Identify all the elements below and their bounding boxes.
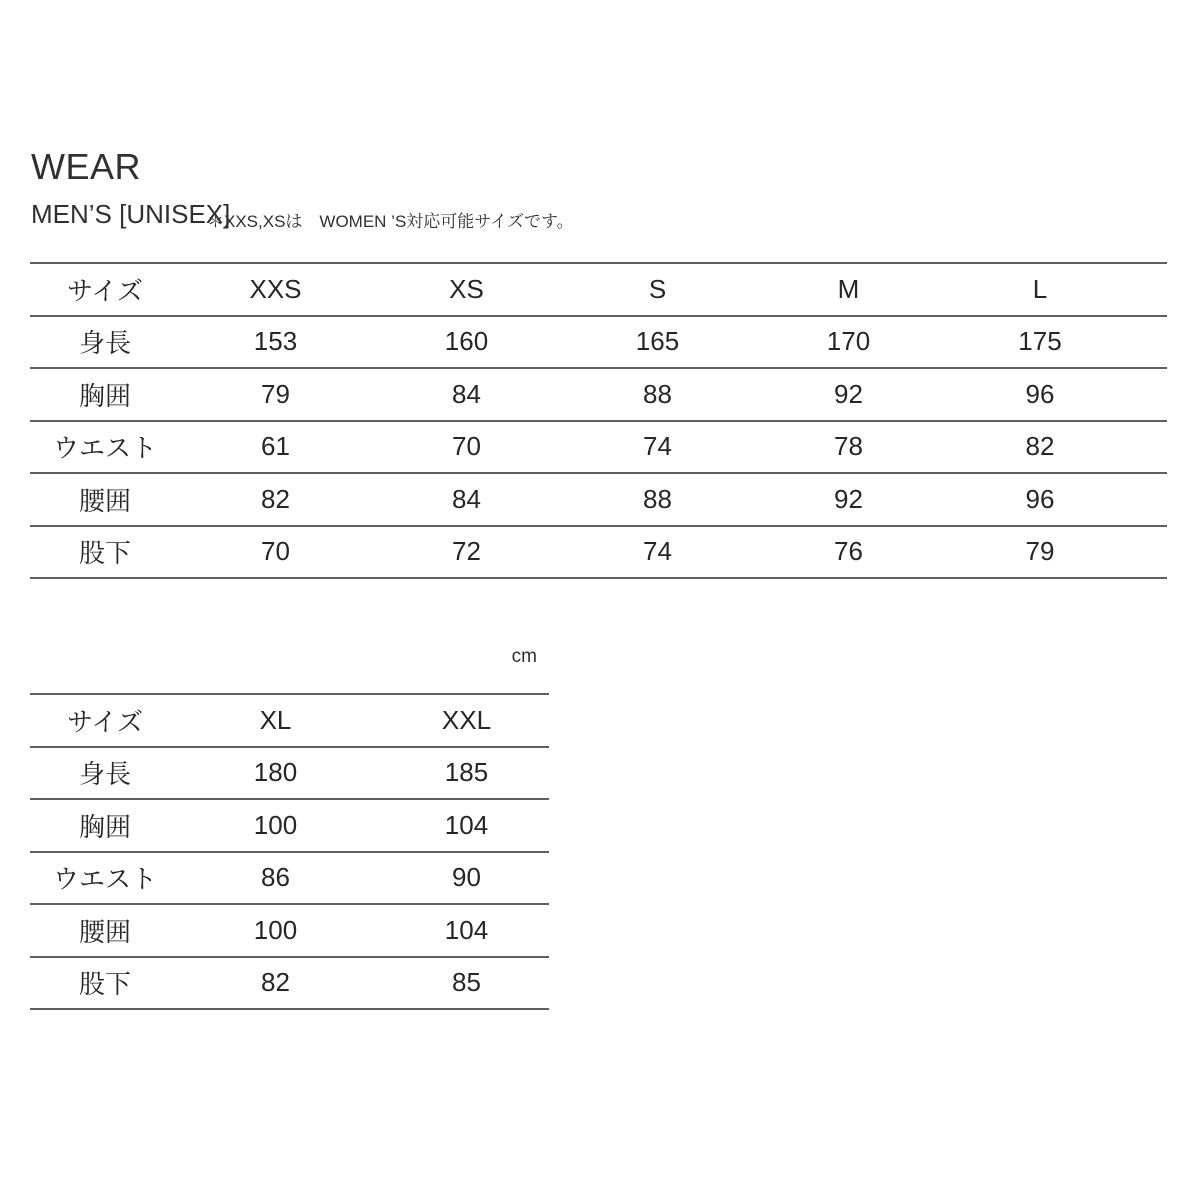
table-header-row (30, 694, 549, 747)
row-header-height: 身長 (78, 759, 131, 790)
table-cell: 92 (834, 483, 863, 514)
table-cell: 74 (643, 536, 672, 567)
row-header-inseam: 股下 (78, 969, 131, 1000)
table-cell: 180 (253, 757, 298, 788)
unit-label: cm (511, 646, 537, 667)
column-header-size: サイズ (67, 706, 143, 737)
table-cell: 61 (261, 431, 290, 462)
page-title: WEAR (31, 146, 141, 187)
table-cell: 70 (452, 431, 481, 462)
table-cell: 104 (444, 809, 489, 840)
table-row-chest (30, 799, 549, 852)
mens-size-table-xl-xxl (30, 693, 549, 1010)
table-row-inseam (30, 526, 1167, 579)
column-header-xl: XL (259, 704, 292, 735)
row-header-hip: 腰囲 (78, 916, 131, 947)
mens-size-table-xxs-l (30, 262, 1167, 579)
table-row-height (30, 316, 1167, 369)
table-cell: 170 (826, 326, 871, 357)
column-header-xxs: XXS (249, 273, 302, 304)
table-cell: 79 (261, 378, 290, 409)
column-header-size: サイズ (67, 275, 143, 306)
table-cell: 88 (643, 483, 672, 514)
table-cell: 70 (261, 536, 290, 567)
column-header-l: L (1032, 273, 1048, 304)
table-cell: 100 (253, 914, 298, 945)
table-cell: 153 (253, 326, 298, 357)
row-header-inseam: 股下 (78, 538, 131, 569)
row-header-height: 身長 (78, 328, 131, 359)
table-cell: 85 (452, 967, 481, 998)
table-cell: 160 (444, 326, 489, 357)
table-cell: 96 (1025, 378, 1055, 409)
column-header-xxl: XXL (441, 704, 492, 735)
table-cell: 165 (635, 326, 680, 357)
table-cell: 104 (444, 914, 489, 945)
table-header-row (30, 263, 1167, 316)
column-header-xs: XS (449, 273, 484, 304)
row-header-hip: 腰囲 (78, 485, 131, 516)
table-cell: 96 (1025, 483, 1055, 514)
table-row-inseam (30, 957, 549, 1010)
table-cell: 82 (261, 967, 290, 998)
table-cell: 74 (643, 431, 672, 462)
table-cell: 175 (1018, 326, 1062, 357)
table-cell: 82 (1025, 431, 1055, 462)
column-header-m: M (837, 273, 860, 304)
table-row-height (30, 747, 549, 800)
table-row-chest (30, 368, 1167, 421)
table-cell: 72 (452, 536, 481, 567)
table-cell: 78 (834, 431, 863, 462)
table-row-hip (30, 473, 1167, 526)
table-row-hip (30, 904, 549, 957)
table-cell: 84 (452, 483, 481, 514)
table-cell: 79 (1025, 536, 1055, 567)
category-heading: MEN’S [UNISEX] (31, 199, 231, 229)
table-cell: 82 (261, 483, 290, 514)
table-cell: 76 (834, 536, 863, 567)
table-row-waist (30, 421, 1167, 474)
table-cell: 88 (643, 378, 672, 409)
table-cell: 92 (834, 378, 863, 409)
row-header-chest: 胸囲 (78, 380, 131, 411)
table-cell: 185 (444, 757, 489, 788)
row-header-chest: 胸囲 (78, 811, 131, 842)
column-header-s: S (648, 273, 667, 304)
row-header-waist: ウエスト (52, 433, 157, 464)
table-cell: 90 (452, 862, 481, 893)
table-cell: 84 (452, 378, 481, 409)
table-cell: 100 (253, 809, 298, 840)
table-cell: 86 (261, 862, 290, 893)
table-row-waist (30, 852, 549, 905)
size-note: ＊XXS,XSは WOMEN ’S対応可能サイズです。 (207, 212, 574, 231)
row-header-waist: ウエスト (52, 864, 157, 895)
